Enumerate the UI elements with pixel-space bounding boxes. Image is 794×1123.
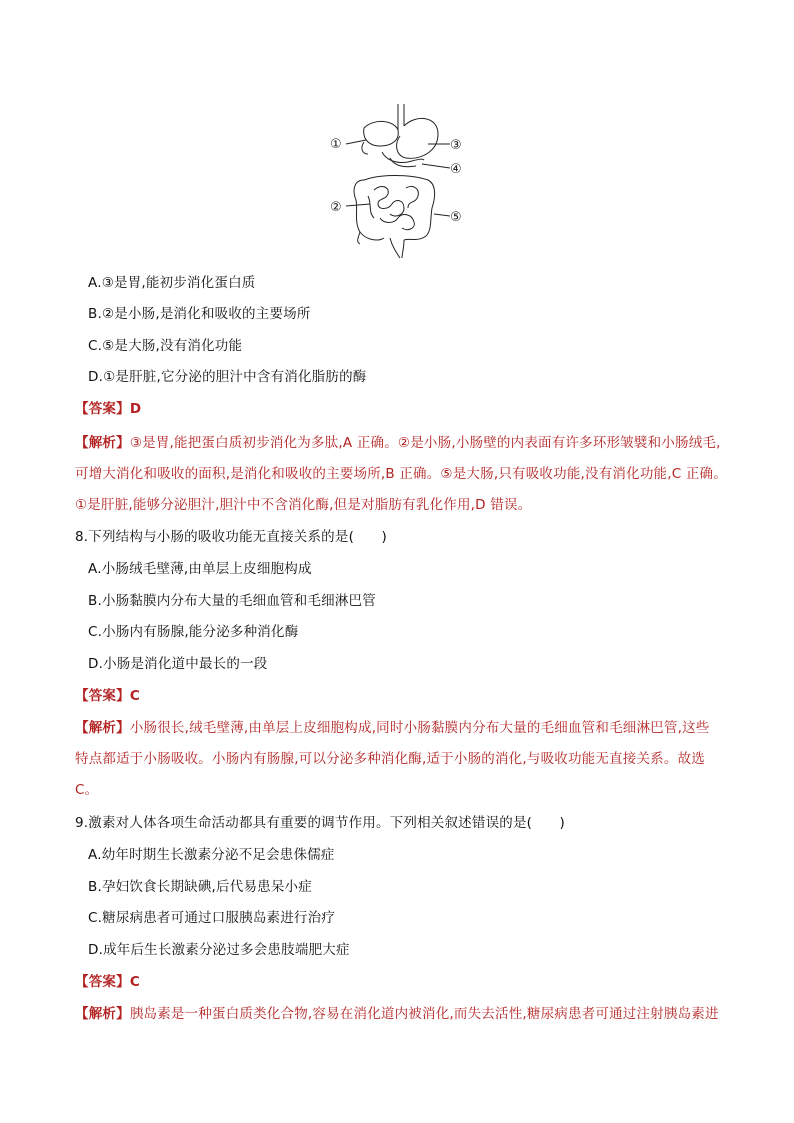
diagram-label-3: ③ — [450, 138, 462, 153]
diagram-label-5: ⑤ — [450, 210, 462, 225]
q8-explanation-line-3: C。 — [75, 782, 99, 798]
diagram-label-1: ① — [330, 137, 342, 152]
q7-option-d: D.①是肝脏,它分泌的胆汁中含有消化脂肪的酶 — [88, 369, 367, 385]
explanation-tag: 【解析】 — [75, 1006, 130, 1022]
q7-explanation-line-2: 可增大消化和吸收的面积,是消化和吸收的主要场所,B 正确。⑤是大肠,只有吸收功能,没有消化功能,C 正确。 — [75, 466, 727, 482]
q9-answer — [75, 972, 140, 992]
q7-explanation-line-3: ①是肝脏,能够分泌胆汁,胆汁中不含消化酶,但是对脂肪有乳化作用,D 错误。 — [75, 497, 532, 513]
answer-tag: 【答案】 — [75, 401, 130, 417]
explanation-tag: 【解析】 — [75, 435, 130, 451]
q7-explanation-line-1 — [75, 433, 721, 453]
q9-option-c: C.糖尿病患者可通过口服胰岛素进行治疗 — [88, 910, 336, 926]
answer-tag: 【答案】 — [75, 974, 130, 990]
digestive-system-diagram — [320, 100, 480, 260]
q8-answer — [75, 686, 140, 706]
q9-stem: 9.激素对人体各项生命活动都具有重要的调节作用。下列相关叙述错误的是( ) — [75, 815, 566, 831]
explanation-text: 胰岛素是一种蛋白质类化合物,容易在消化道内被消化,而失去活性,糖尿病患者可通过注射胰岛素进 — [129, 1006, 719, 1022]
q8-option-a: A.小肠绒毛壁薄,由单层上皮细胞构成 — [88, 561, 312, 577]
q8-option-d: D.小肠是消化道中最长的一段 — [88, 656, 268, 672]
explanation-text: ③是胃,能把蛋白质初步消化为多肽,A 正确。②是小肠,小肠壁的内表面有许多环形皱襞和小肠绒毛, — [129, 435, 721, 451]
q9-option-d: D.成年后生长激素分泌过多会患肢端肥大症 — [88, 942, 350, 958]
answer-value: C — [129, 974, 140, 990]
q9-option-a: A.幼年时期生长激素分泌不足会患侏儒症 — [88, 847, 335, 863]
q9-option-b: B.孕妇饮食长期缺碘,后代易患呆小症 — [88, 879, 312, 895]
explanation-text: 小肠很长,绒毛壁薄,由单层上皮细胞构成,同时小肠黏膜内分布大量的毛细血管和毛细淋巴管,这些 — [129, 720, 710, 736]
q8-option-b: B.小肠黏膜内分布大量的毛细血管和毛细淋巴管 — [88, 593, 376, 609]
q8-option-c: C.小肠内有肠腺,能分泌多种消化酶 — [88, 624, 299, 640]
q7-option-b: B.②是小肠,是消化和吸收的主要场所 — [88, 306, 311, 322]
diagram-label-2: ② — [330, 200, 342, 215]
q9-explanation-line-1 — [75, 1004, 719, 1024]
answer-value: C — [129, 688, 140, 704]
q8-explanation-line-1 — [75, 718, 709, 738]
q8-stem: 8.下列结构与小肠的吸收功能无直接关系的是( ) — [75, 529, 387, 545]
q7-option-a: A.③是胃,能初步消化蛋白质 — [88, 275, 256, 291]
answer-value: D — [129, 401, 142, 417]
q7-answer — [75, 399, 141, 419]
q8-explanation-line-2: 特点都适于小肠吸收。小肠内有肠腺,可以分泌多种消化酶,适于小肠的消化,与吸收功能无直接关系。故选 — [75, 751, 705, 767]
diagram-label-4: ④ — [450, 162, 462, 177]
answer-tag: 【答案】 — [75, 688, 130, 704]
explanation-tag: 【解析】 — [75, 720, 130, 736]
q7-option-c: C.⑤是大肠,没有消化功能 — [88, 338, 243, 354]
